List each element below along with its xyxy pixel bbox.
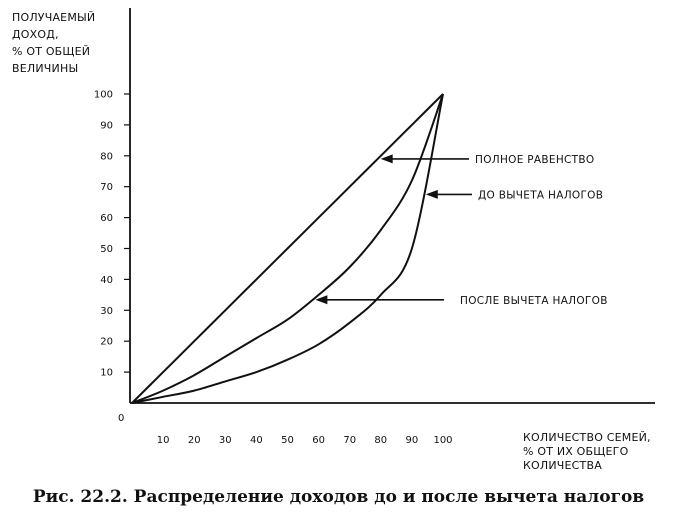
y-axis-title-line: ПОЛУЧАЕМЫЙ xyxy=(12,11,96,24)
x-tick-label: 100 xyxy=(433,435,453,446)
x-tick-label: 70 xyxy=(343,435,357,446)
annotation-label: ПОСЛЕ ВЫЧЕТА НАЛОГОВ xyxy=(460,294,608,307)
arrowhead-icon xyxy=(426,190,438,199)
origin-label: 0 xyxy=(118,413,125,424)
y-tick-label: 50 xyxy=(100,244,113,255)
x-axis-title xyxy=(523,431,651,472)
y-axis-title-line: % ОТ ОБЩЕЙ xyxy=(12,45,91,58)
x-tick-label: 40 xyxy=(250,435,263,446)
x-axis-title-line: КОЛИЧЕСТВО СЕМЕЙ, xyxy=(523,431,651,444)
figure-caption: Рис. 22.2. Распределение доходов до и после вычета налогов xyxy=(32,487,645,507)
y-tick-label: 20 xyxy=(100,336,113,348)
x-tick-label: 10 xyxy=(156,435,170,446)
x-tick-label: 30 xyxy=(218,435,232,446)
y-tick-label: 60 xyxy=(100,213,113,225)
x-axis-title-line: % ОТ ИХ ОБЩЕГО xyxy=(523,445,629,458)
y-tick-label: 100 xyxy=(93,89,113,101)
y-tick-label: 30 xyxy=(100,305,113,317)
x-tick-label: 50 xyxy=(281,435,294,446)
y-axis-title-line: ДОХОД, xyxy=(12,28,59,41)
annotation-label: ПОЛНОЕ РАВЕНСТВО xyxy=(475,153,595,166)
y-tick-label: 90 xyxy=(100,120,113,132)
x-tick-label: 80 xyxy=(374,435,388,446)
y-tick-label: 40 xyxy=(100,274,113,286)
y-tick-labels xyxy=(94,90,130,379)
equality-line xyxy=(132,94,443,403)
x-tick-labels xyxy=(157,435,453,446)
series-lines xyxy=(132,94,443,403)
x-tick-label: 20 xyxy=(187,435,201,446)
annotation-label: ДО ВЫЧЕТА НАЛОГОВ xyxy=(478,189,604,202)
x-tick-label: 60 xyxy=(312,435,325,446)
y-axis-title xyxy=(12,11,95,75)
x-tick-label: 90 xyxy=(405,435,419,446)
y-tick-label: 10 xyxy=(100,367,113,379)
y-tick-label: 70 xyxy=(100,182,113,194)
y-axis-title-line: ВЕЛИЧИНЫ xyxy=(12,62,79,75)
arrowhead-icon xyxy=(381,154,393,163)
y-tick-label: 80 xyxy=(100,151,113,163)
x-axis-title-line: КОЛИЧЕСТВА xyxy=(523,459,602,472)
